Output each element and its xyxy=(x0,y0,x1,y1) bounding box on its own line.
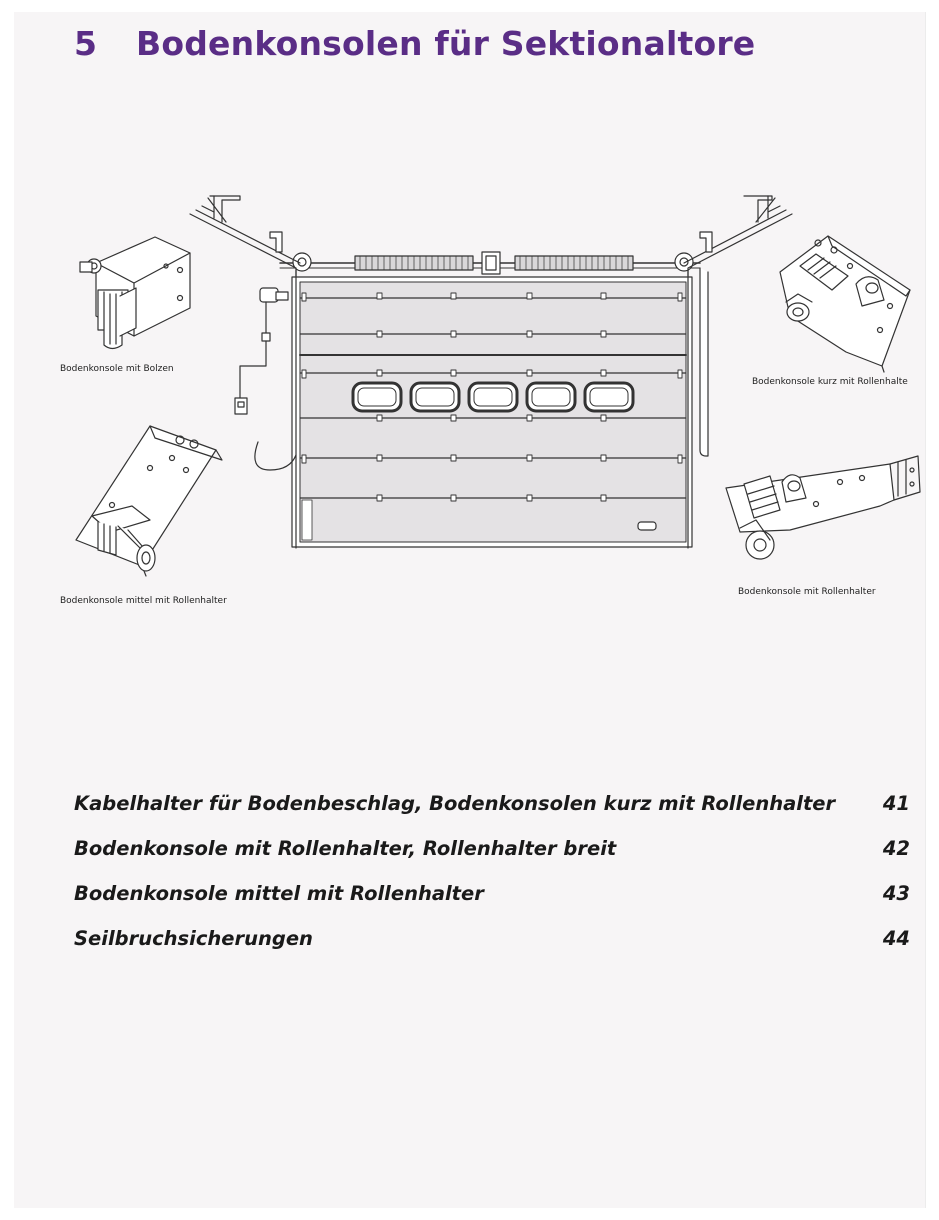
toc-entry-title: Kabelhalter für Bodenbeschlag, Bodenkonsolen kurz mit Rollenhalter xyxy=(74,792,836,815)
caption-bodenkonsole-rollenhalter: Bodenkonsole mit Rollenhalter xyxy=(738,587,876,597)
bracket-bolzen-drawing xyxy=(80,237,190,349)
toc-entry-page: 42 xyxy=(882,837,910,860)
bracket-rollenhalter-drawing xyxy=(726,456,920,559)
caption-bodenkonsole-mittel: Bodenkonsole mittel mit Rollenhalter xyxy=(60,596,227,606)
chapter-title: Bodenkonsolen für Sektionaltore xyxy=(136,24,756,63)
chapter-number: 5 xyxy=(74,24,98,63)
motor-cable-drawing xyxy=(235,288,296,470)
toc-entry-title: Bodenkonsole mit Rollenhalter, Rollenhalter breit xyxy=(74,837,617,860)
table-of-contents xyxy=(74,792,910,972)
toc-entry-title: Seilbruchsicherungen xyxy=(74,927,313,950)
toc-entry[interactable] xyxy=(74,927,910,972)
toc-entry[interactable] xyxy=(74,882,910,927)
torsion-spring-drawing xyxy=(280,252,700,274)
toc-entry-page: 44 xyxy=(882,927,910,950)
toc-entry-page: 41 xyxy=(882,792,910,815)
toc-entry[interactable] xyxy=(74,792,910,837)
bracket-mittel-drawing xyxy=(76,426,222,576)
caption-bodenkonsole-kurz: Bodenkonsole kurz mit Rollenhalte xyxy=(752,377,908,387)
caption-bodenkonsole-bolzen: Bodenkonsole mit Bolzen xyxy=(60,364,174,374)
sectional-door-drawing xyxy=(292,270,692,548)
toc-entry-title: Bodenkonsole mittel mit Rollenhalter xyxy=(74,882,484,905)
toc-entry-page: 43 xyxy=(882,882,910,905)
toc-entry[interactable] xyxy=(74,837,910,882)
bracket-kurz-drawing xyxy=(780,236,910,372)
